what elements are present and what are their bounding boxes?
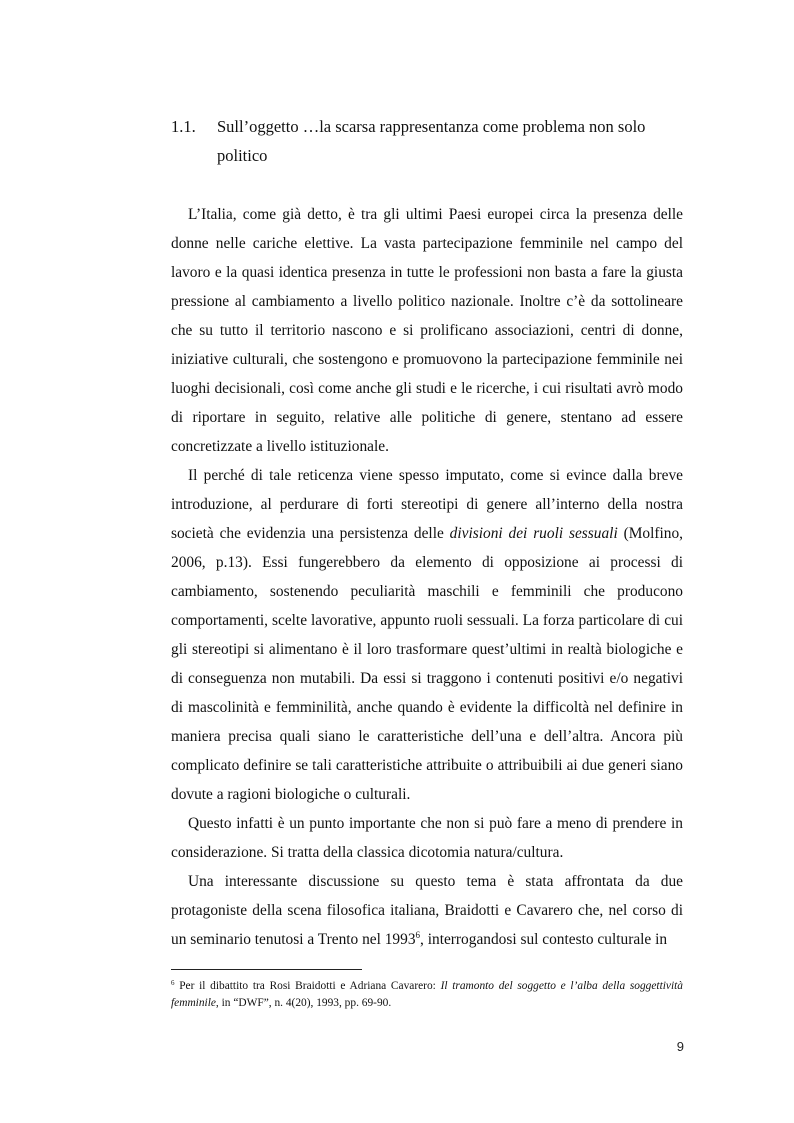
body-text [171, 200, 683, 954]
section-number: 1.1. [171, 117, 196, 136]
paragraph [171, 461, 683, 809]
section-heading [171, 112, 691, 170]
text-run: (Molfino, 2006, p.13). Essi fungerebbero da elemento di opposizione ai processi di cambiamento, sostenendo peculiarità maschili e femminili che producono comportamenti, scelte lavorative, appunto ruoli sessuali. La forza particolare di cui gli stereotipi si alimentano è il loro trasformare quest’ultimi in realtà biologiche e di conseguenza non mutabili. Da essi si traggono i contenuti positivi e/o negativi di mascolinità e femminilità, anche quando è evidente la difficoltà nel definire in maniera precisa quali siano le caratteristiche dell’una e dell’altra. Ancora più complicato definire se tali caratteristiche attribuite o attribuibili ai due generi siano dovute a ragioni biologiche o culturali. [171, 525, 683, 803]
footnote [171, 978, 683, 1012]
text-run: Una interessante discussione su questo tema è stata affrontata da due protagoniste della scena filosofica italiana, Braidotti e Cavarero che, nel corso di un seminario tenutosi a Trento nel 1993 [171, 873, 683, 948]
footnote-separator [171, 969, 362, 970]
text-run: L’Italia, come già detto, è tra gli ultimi Paesi europei circa la presenza delle donne nelle cariche elettive. La vasta partecipazione femminile nel campo del lavoro e la quasi identica presenza in tutte le professioni non basta a fare la giusta pressione al cambiamento a livello politico nazionale. Inoltre c’è da sottolineare che su tutto il territorio nascono e si prolificano associazioni, centri di donne, iniziative culturali, che sostengono e promuovono la partecipazione femminile nei luoghi decisionali, così come anche gli studi e le ricerche, i cui risultati avrò modo di riportare in seguito, relative alle politiche di genere, stentano ad essere concretizzate a livello istituzionale. [171, 206, 683, 455]
paragraph [171, 200, 683, 461]
footnote-reference[interactable]: 6 [415, 930, 421, 940]
text-run: Questo infatti è un punto importante che non si può fare a meno di prendere in considerazione. Si tratta della classica dicotomia natura/cultura. [171, 815, 683, 861]
italic-phrase: divisioni dei ruoli sessuali [449, 525, 618, 542]
footnote-text: , in “DWF”, n. 4(20), 1993, pp. 69-90. [215, 997, 392, 1009]
footnote-marker: 6 [171, 979, 175, 987]
section-title: Sull’oggetto …la scarsa rappresentanza come problema non solo politico [217, 117, 646, 165]
paragraph [171, 867, 683, 954]
page-number: 9 [676, 1039, 684, 1054]
text-run: , interrogandosi sul contesto culturale in [420, 931, 668, 948]
footnote-text: Per il dibattito tra Rosi Braidotti e Adriana Cavarero: [174, 980, 441, 992]
text-run: Il perché di tale reticenza viene spesso imputato, come si evince dalla breve introduzione, al perdurare di forti stereotipi di genere all’interno della nostra società che evidenzia una persistenza delle [171, 467, 683, 542]
footnote-italic-title: Il tramonto del soggetto e l’alba della soggettività femminile [171, 980, 684, 1009]
paragraph [171, 809, 683, 867]
